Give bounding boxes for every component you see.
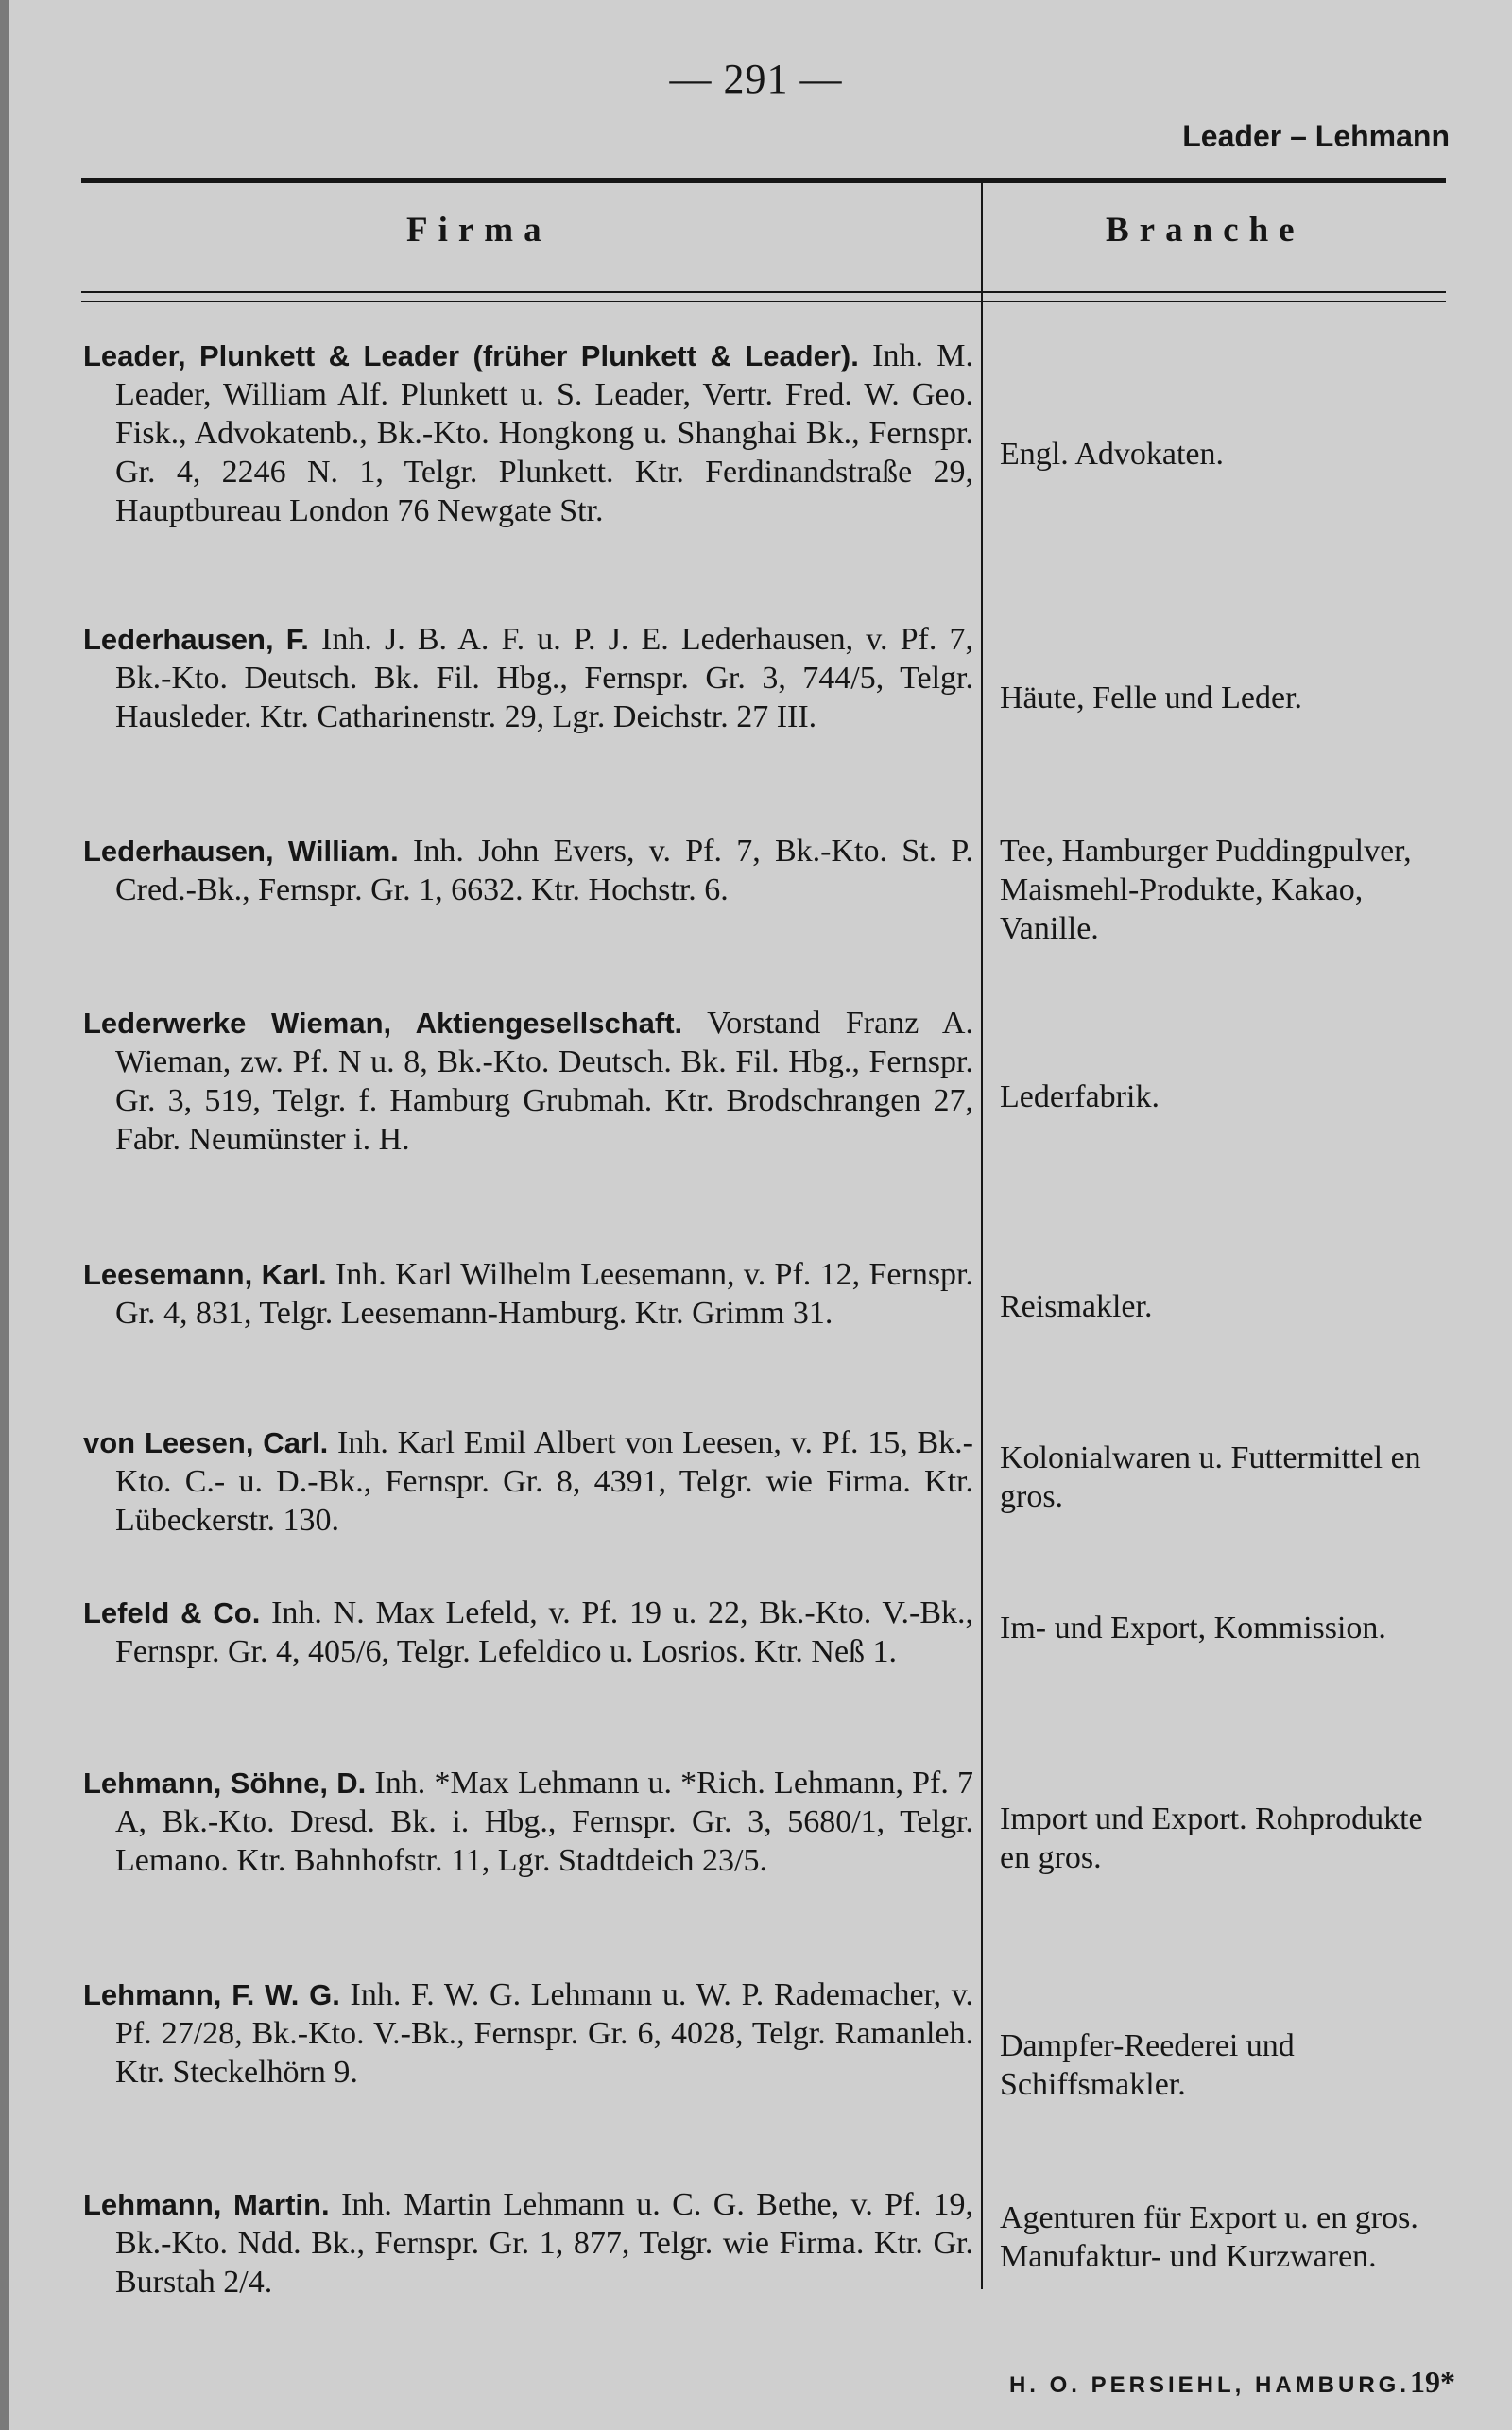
branche-text: Import und Export. Rohprodukte en gros. — [1000, 1801, 1423, 1875]
printer-name: H. O. PERSIEHL, HAMBURG. — [1008, 2372, 1410, 2398]
firm-details: Inh. M. Leader, William Alf. Plunkett u. S. Leader, Vertr. Fred. W. Geo. Fisk., Advokatenb., Bk.-Kto. Hongkong u. Shanghai Bk., Fernspr. Gr. 4, 2246 N. 1, Telgr. Plunkett. Ktr. Ferdinandstraße 29, Hauptbureau London 76 Newgate Str. — [115, 338, 974, 528]
branche-text: Reismakler. — [1000, 1289, 1153, 1324]
firm-name: Lederhausen, William. — [83, 835, 399, 868]
branche-text: Häute, Felle und Leder. — [1000, 681, 1303, 715]
firm-name: Leader, Plunkett & Leader (früher Plunkett & Leader). — [83, 339, 859, 372]
directory-entry — [83, 1255, 973, 1333]
firm-details: Inh. Karl Wilhelm Leesemann, v. Pf. 12, Fernspr. Gr. 4, 831, Telgr. Leesemann-Hamburg. Ktr. Grimm 31. — [115, 1257, 974, 1331]
top-rule — [81, 178, 1446, 183]
branche-text: Tee, Hamburger Puddingpulver, Maismehl-Produkte, Kakao, Vanille. — [1000, 834, 1412, 946]
header-rule-upper — [81, 291, 1446, 293]
firm-text — [83, 832, 973, 909]
firm-text — [83, 336, 973, 530]
firm-text — [83, 1423, 973, 1540]
directory-entry — [83, 1423, 973, 1540]
branche-text: Im- und Export, Kommission. — [1000, 1611, 1386, 1646]
directory-entry — [83, 1004, 973, 1159]
printer-footer — [1009, 2365, 1455, 2400]
column-divider — [981, 183, 983, 2289]
branche-text: Engl. Advokaten. — [1000, 437, 1225, 472]
column-header-branche: Branche — [1106, 211, 1305, 250]
header-rule-lower — [81, 301, 1446, 302]
firm-name: Lederwerke Wieman, Aktiengesellschaft. — [83, 1007, 683, 1040]
firm-details: Inh. F. W. G. Lehmann u. W. P. Rademacher, v. Pf. 27/28, Bk.-Kto. V.-Bk., Fernspr. Gr. 6, 4028, Telgr. Ramanleh. Ktr. Steckelhörn 9. — [115, 1977, 973, 2090]
firm-name: Leesemann, Karl. — [83, 1258, 327, 1291]
firm-name: Lehmann, Söhne, D. — [83, 1766, 367, 1800]
directory-entry — [83, 620, 973, 736]
firm-details: Vorstand Franz A. Wieman, zw. Pf. N u. 8, Bk.-Kto. Deutsch. Bk. Fil. Hbg., Fernspr. Gr. 3, 519, Telgr. f. Hamburg Grubmah. Ktr. Brodschrangen 27, Fabr. Neumünster i. H. — [115, 1006, 973, 1157]
firm-text — [83, 1975, 973, 2092]
branche-text: Agenturen für Export u. en gros. Manufaktur- und Kurzwaren. — [1000, 2200, 1418, 2274]
directory-entry — [83, 1764, 973, 1880]
directory-entry — [83, 1594, 973, 1671]
firm-details: Inh. J. B. A. F. u. P. J. E. Lederhausen, v. Pf. 7, Bk.-Kto. Deutsch. Bk. Fil. Hbg., Fernspr. Gr. 3, 744/5, Telgr. Hausleder. Ktr. Catharinenstr. 29, Lgr. Deichstr. 27 III. — [115, 622, 973, 734]
firm-details: Inh. N. Max Lefeld, v. Pf. 19 u. 22, Bk.-Kto. V.-Bk., Fernspr. Gr. 4, 405/6, Telgr. Lefeldico u. Losrios. Ktr. Neß 1. — [115, 1595, 974, 1669]
directory-entry — [83, 336, 973, 530]
branche-text: Dampfer-Reederei und Schiffsmakler. — [1000, 2028, 1295, 2102]
sheet-number: 19* — [1410, 2365, 1455, 2399]
firm-text — [83, 620, 973, 736]
directory-entry — [83, 2185, 973, 2301]
page-number: — 291 — — [669, 56, 843, 102]
firm-name: von Leesen, Carl. — [83, 1426, 329, 1459]
firm-details: Inh. *Max Lehmann u. *Rich. Lehmann, Pf. 7 A, Bk.-Kto. Dresd. Bk. i. Hbg., Fernspr. Gr. 3, 5680/1, Telgr. Lemano. Ktr. Bahnhofstr. 11, Lgr. Stadtdeich 23/5. — [115, 1766, 974, 1878]
page-edge-shadow — [0, 0, 9, 2430]
firm-name: Lederhausen, F. — [83, 623, 309, 656]
firm-text — [83, 1004, 973, 1159]
firm-text — [83, 1255, 973, 1333]
running-head: Leader – Lehmann — [1182, 119, 1450, 153]
firm-text — [83, 1764, 973, 1880]
firm-name: Lefeld & Co. — [83, 1596, 261, 1629]
firm-text — [83, 2185, 973, 2301]
firm-details: Inh. John Evers, v. Pf. 7, Bk.-Kto. St. P. Cred.-Bk., Fernspr. Gr. 1, 6632. Ktr. Hochstr. 6. — [115, 834, 973, 907]
branche-text: Lederfabrik. — [1000, 1079, 1160, 1114]
branche-text: Kolonialwaren u. Futtermittel en gros. — [1000, 1440, 1421, 1514]
directory-entry — [83, 1975, 973, 2092]
column-header-firma: Firma — [406, 211, 552, 250]
firm-details: Inh. Martin Lehmann u. C. G. Bethe, v. Pf. 19, Bk.-Kto. Ndd. Bk., Fernspr. Gr. 1, 877, Telgr. wie Firma. Ktr. Gr. Burstah 2/4. — [115, 2187, 973, 2300]
firm-name: Lehmann, F. W. G. — [83, 1978, 340, 2011]
firm-details: Inh. Karl Emil Albert von Leesen, v. Pf. 15, Bk.-Kto. C.- u. D.-Bk., Fernspr. Gr. 8, 4391, Telgr. wie Firma. Ktr. Lübeckerstr. 130. — [115, 1425, 973, 1538]
firm-text — [83, 1594, 973, 1671]
directory-entry — [83, 832, 973, 909]
firm-name: Lehmann, Martin. — [83, 2188, 330, 2221]
